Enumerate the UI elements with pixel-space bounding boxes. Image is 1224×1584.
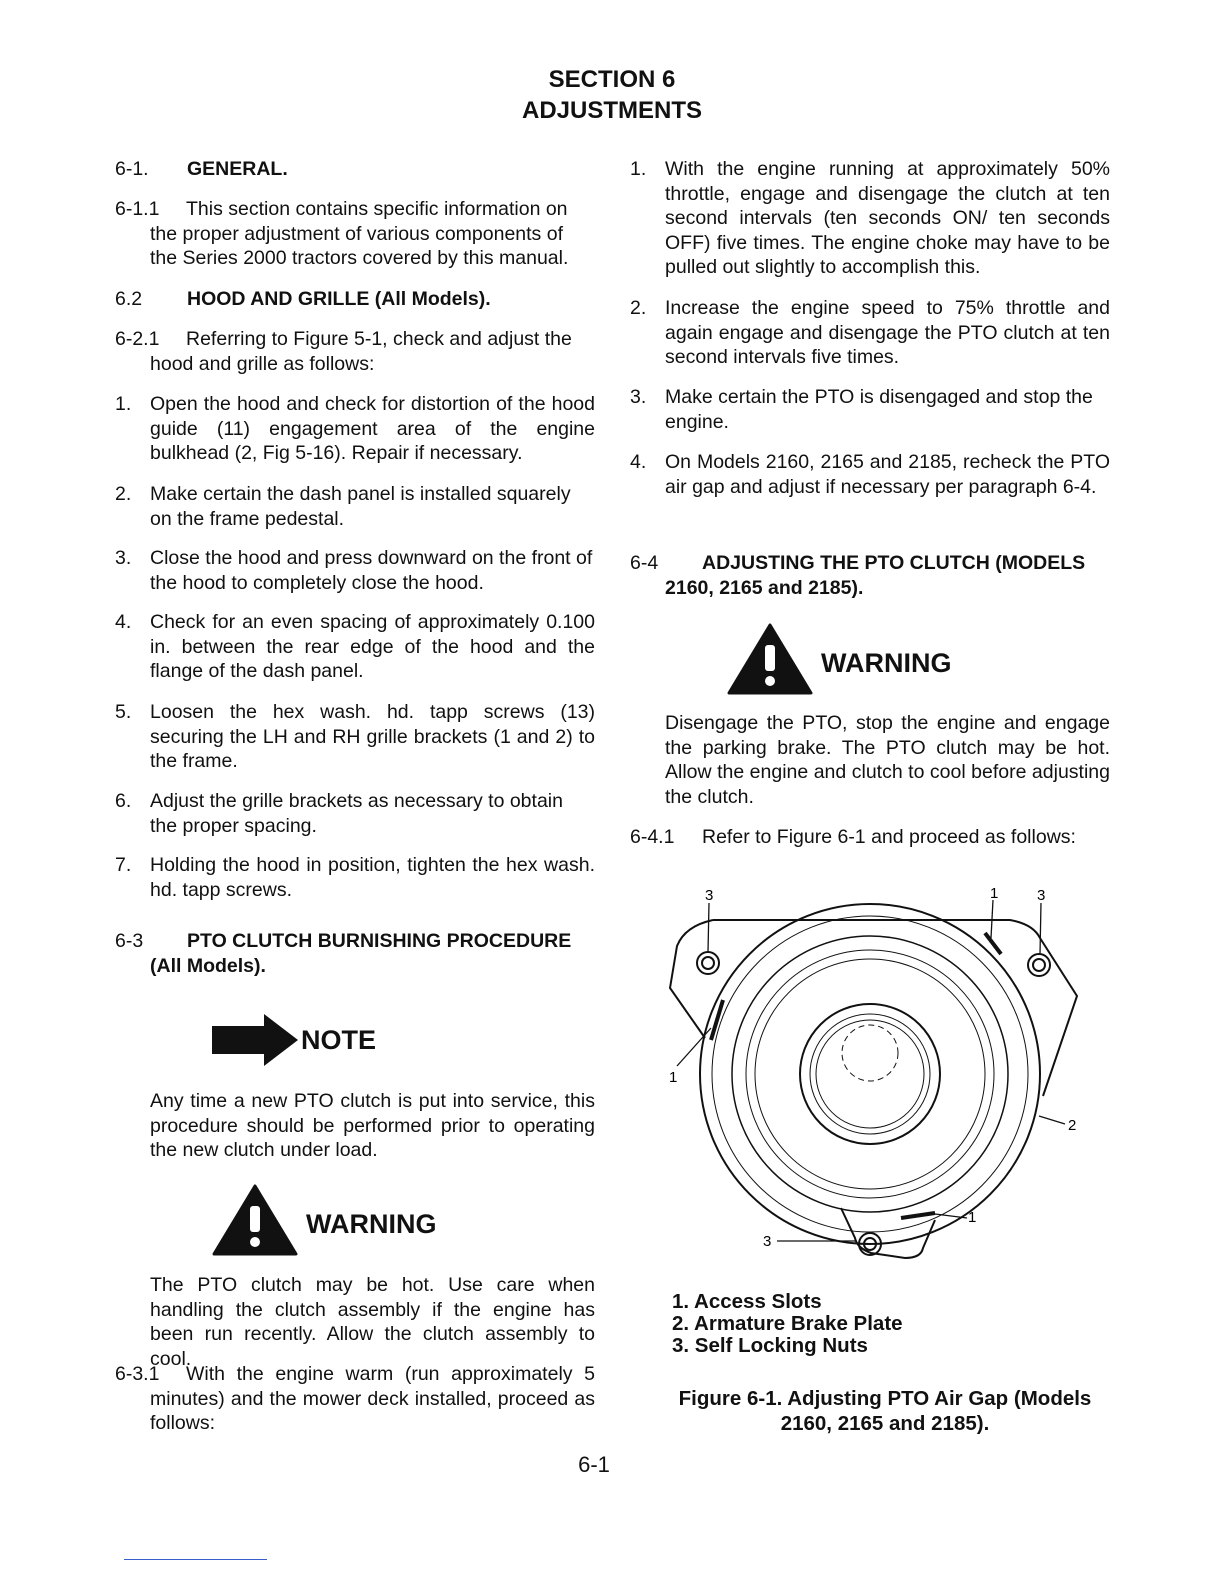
legend-item: 3. Self Locking Nuts bbox=[672, 1334, 868, 1357]
section-6-3-title: PTO CLUTCH BURNISHING PROCEDURE bbox=[187, 930, 572, 952]
step-number: 6. bbox=[115, 790, 132, 812]
step-number: 1. bbox=[630, 158, 647, 180]
page-number: 6-1 bbox=[578, 1452, 610, 1477]
callout-label: 3 bbox=[763, 1233, 772, 1250]
step-text: Close the hood and press downward on the front of the hood to completely close the hood. bbox=[150, 547, 593, 594]
callout-label: 1 bbox=[968, 1209, 977, 1226]
para-6-4-1-text: Refer to Figure 6-1 and proceed as follows: bbox=[702, 826, 1076, 848]
step-text: With the engine running at approximately 50% throttle, engage and disengage the clutch at ten second intervals (ten seconds ON/ ten seconds OFF) five times. The engine choke may have to be pulled out slightly to accomplish this. bbox=[665, 158, 1110, 278]
step-text: Loosen the hex wash. hd. tapp screws (13) securing the LH and RH grille brackets (1 and 2) to the frame. bbox=[150, 701, 595, 772]
warning-icon bbox=[727, 623, 813, 695]
step-text: Open the hood and check for distortion of the hood guide (11) engagement area of the engine bulkhead (2, Fig 5-16). Repair if necessary. bbox=[150, 393, 595, 464]
step-text: Adjust the grille brackets as necessary to obtain the proper spacing. bbox=[150, 790, 563, 837]
figure-caption bbox=[630, 1386, 1140, 1436]
step-text: Check for an even spacing of approximately 0.100 in. between the rear edge of the hood and the flange of the dash panel. bbox=[150, 611, 595, 682]
figure-caption-line: 2160, 2165 and 2185). bbox=[780, 1412, 990, 1435]
para-6-4-1-number: 6-4.1 bbox=[630, 826, 675, 848]
pto-clutch-figure bbox=[665, 878, 1095, 1278]
section-6-3-title-cont: (All Models). bbox=[150, 955, 266, 977]
para-6-2-1-number: 6-2.1 bbox=[115, 328, 160, 350]
callout-label: 3 bbox=[705, 887, 714, 904]
warning-text: The PTO clutch may be hot. Use care when handling the clutch assembly if the engine has been run recently. Allow the clutch assembly to cool. bbox=[150, 1274, 595, 1370]
para-6-3-1-number: 6-3.1 bbox=[115, 1363, 160, 1385]
step-number: 7. bbox=[115, 854, 132, 876]
note-arrow-icon bbox=[212, 1012, 300, 1068]
page-title: ADJUSTMENTS bbox=[521, 97, 702, 124]
section-6-4-title: ADJUSTING THE PTO CLUTCH (MODELS bbox=[702, 552, 1086, 574]
step-text: Make certain the PTO is disengaged and stop the engine. bbox=[665, 386, 1093, 433]
step-number: 3. bbox=[630, 386, 647, 408]
para-6-2-1-text: Referring to Figure 5-1, check and adjust the hood and grille as follows: bbox=[150, 328, 572, 375]
warning-text: Disengage the PTO, stop the engine and engage the parking brake. The PTO clutch may be hot. Allow the engine and clutch to cool before adjusting the clutch. bbox=[665, 712, 1110, 808]
note-text: Any time a new PTO clutch is put into service, this procedure should be performed prior to operating the new clutch under load. bbox=[150, 1090, 595, 1161]
step-number: 4. bbox=[630, 451, 647, 473]
clutch-outer-ring bbox=[700, 904, 1040, 1244]
section-6-3-number: 6-3 bbox=[115, 930, 144, 952]
legend-item: 2. Armature Brake Plate bbox=[672, 1312, 903, 1335]
locking-nut-icon bbox=[1028, 954, 1050, 976]
section-6-4-title-cont: 2160, 2165 and 2185). bbox=[665, 577, 864, 599]
footer-rule bbox=[124, 1559, 267, 1560]
locking-nut-icon bbox=[697, 952, 719, 974]
step-number: 4. bbox=[115, 611, 132, 633]
step-text: Increase the engine speed to 75% throttle and again engage and disengage the PTO clutch at ten second intervals five times. bbox=[665, 297, 1110, 368]
step-number: 1. bbox=[115, 393, 132, 415]
section-number: SECTION 6 bbox=[548, 66, 676, 93]
callout-label: 1 bbox=[990, 885, 999, 902]
callout-label: 3 bbox=[1037, 887, 1046, 904]
section-6-2-number: 6.2 bbox=[115, 288, 143, 310]
para-6-1-1-text: This section contains specific information on the proper adjustment of various components of the Series 2000 tractors covered by this manual. bbox=[150, 198, 569, 269]
figure-legend bbox=[672, 1291, 903, 1357]
section-6-1-number: 6-1. bbox=[115, 158, 149, 180]
clutch-mounting-bracket bbox=[670, 920, 1077, 1258]
step-number: 2. bbox=[630, 297, 647, 319]
para-6-1-1-number: 6-1.1 bbox=[115, 198, 160, 220]
step-text: Holding the hood in position, tighten the hex wash. hd. tapp screws. bbox=[150, 854, 595, 901]
para-6-3-1-text: With the engine warm (run approximately 5 minutes) and the mower deck installed, proceed as follows: bbox=[150, 1363, 595, 1434]
step-number: 2. bbox=[115, 483, 132, 505]
section-6-1-title: GENERAL. bbox=[187, 158, 288, 180]
section-6-2-title: HOOD AND GRILLE (All Models). bbox=[187, 288, 491, 310]
section-6-4-number: 6-4 bbox=[630, 552, 659, 574]
warning-label: WARNING bbox=[821, 648, 952, 678]
callout-label: 1 bbox=[669, 1069, 678, 1086]
step-number: 5. bbox=[115, 701, 132, 723]
note-label: NOTE bbox=[301, 1025, 377, 1055]
warning-icon bbox=[212, 1184, 298, 1256]
callout-label: 2 bbox=[1068, 1117, 1077, 1134]
step-number: 3. bbox=[115, 547, 132, 569]
warning-label: WARNING bbox=[306, 1209, 437, 1239]
legend-item: 1. Access Slots bbox=[672, 1290, 822, 1313]
step-text: On Models 2160, 2165 and 2185, recheck the PTO air gap and adjust if necessary per paragraph 6-4. bbox=[665, 451, 1110, 498]
step-text: Make certain the dash panel is installed squarely on the frame pedestal. bbox=[150, 483, 571, 530]
figure-caption-line: Figure 6-1. Adjusting PTO Air Gap (Models bbox=[678, 1387, 1092, 1410]
